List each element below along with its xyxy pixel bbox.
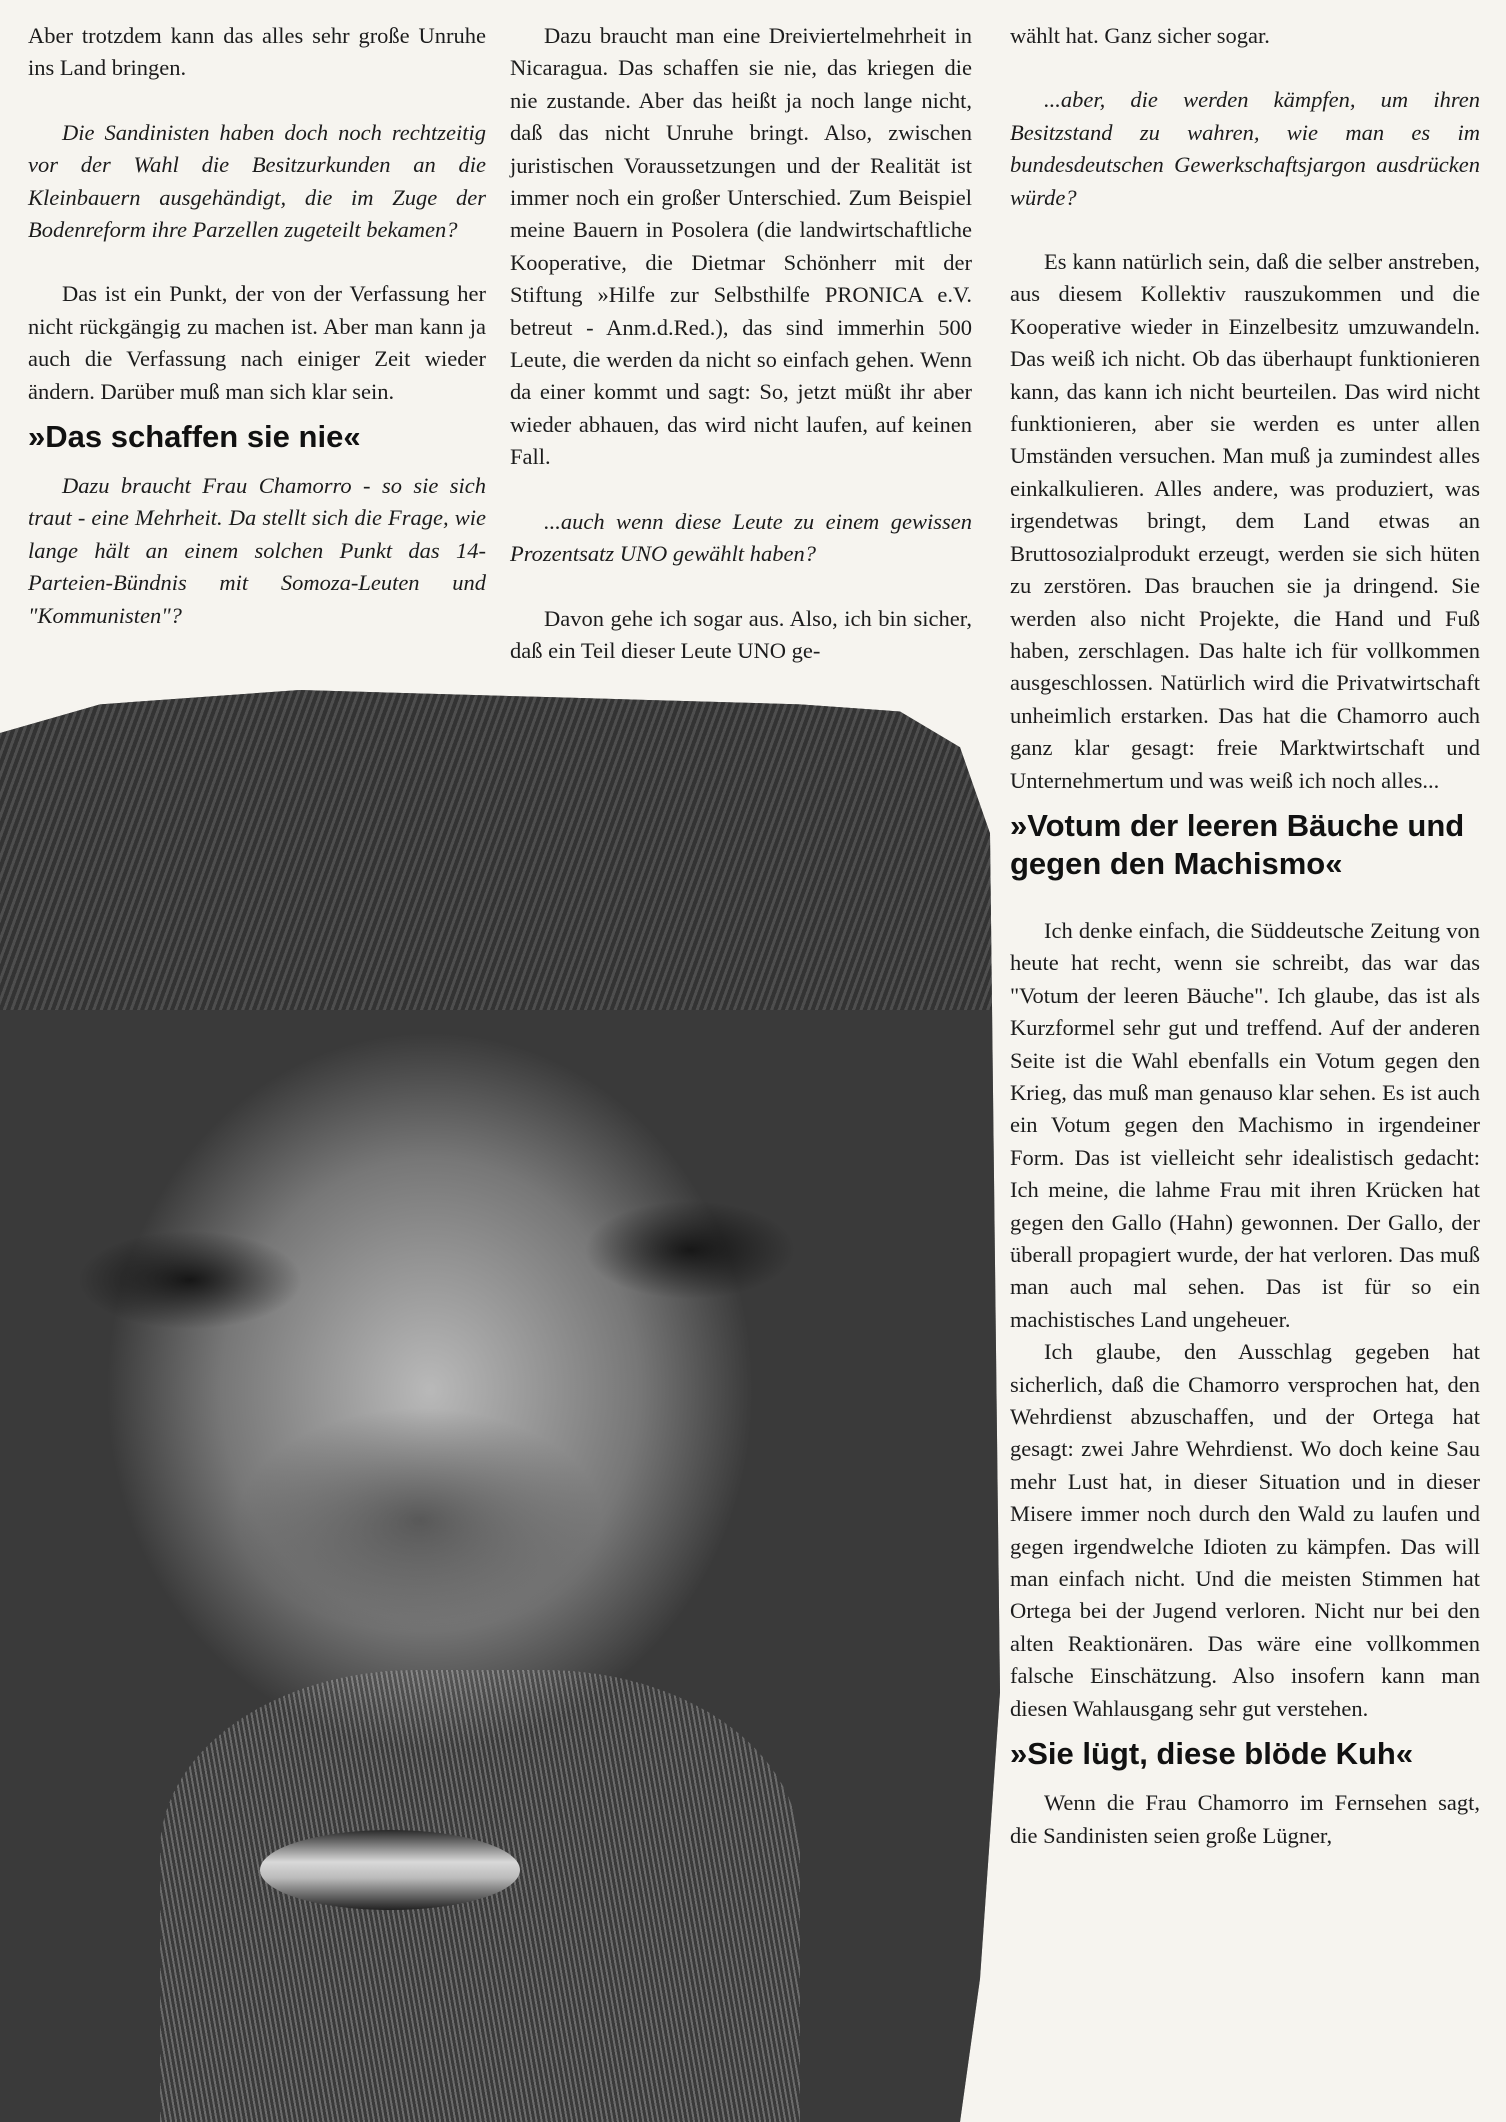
- middle-paragraph-2: Davon gehe ich sogar aus. Also, ich bin sicher, daß ein Teil dieser Leute UNO ge-: [510, 605, 972, 663]
- right-question-1: ...aber, die werden kämpfen, um ihren Besitzstand zu wahren, wie man es im bundesdeutschen Gewerkschaftsjargon ausdrücken würde?: [1010, 87, 1480, 210]
- left-question-1: Die Sandinisten haben doch noch rechtzeitig vor der Wahl die Besitzurkunden an die Kleinbauern ausgehändigt, die im Zuge der Bodenreform ihre Parzellen zugeteilt bekamen?: [28, 119, 486, 243]
- left-paragraph-1: Aber trotzdem kann das alles sehr große Unruhe ins Land bringen.: [28, 23, 486, 81]
- middle-column: [510, 20, 972, 667]
- right-paragraph-0: wählt hat. Ganz sicher sogar.: [1010, 23, 1270, 48]
- heading-sie-luegt: »Sie lügt, diese blöde Kuh«: [1010, 1736, 1414, 1772]
- right-paragraph-3: Ich glaube, den Ausschlag gegeben hat sicherlich, daß die Chamorro versprochen hat, den Wehrdienst abzuschaffen, und der Ortega hat gesagt: zwei Jahre Wehrdienst. Wo doch keine Sau mehr Lust hat, in dieser Situation und in dieser Misere immer noch durch den Wald zu laufen und gegen irgendwelche Idioten zu kämpfen. Das will man einfach nicht. Und die meisten Stimmen hat Ortega bei der Jugend verloren. Nicht nur bei den alten Reaktionären. Das wäre eine vollkommen falsche Einschätzung. Also insofern kann man diesen Wahlausgang sehr gut verstehen.: [1010, 1339, 1480, 1721]
- photo-hair-texture: [0, 690, 1000, 1010]
- middle-question-1: ...auch wenn diese Leute zu einem gewissen Prozentsatz UNO gewählt haben?: [510, 508, 972, 567]
- portrait-photo: [0, 690, 1000, 2122]
- right-column: [1010, 20, 1480, 1852]
- right-paragraph-2: Ich denke einfach, die Süddeutsche Zeitung von heute hat recht, wenn sie schreibt, das war das "Votum der leeren Bäuche". Ich glaube, das ist als Kurzformel sehr gut und treffend. Auf der anderen Seite ist die Wahl ebenfalls ein Votum gegen den Krieg, das muß man genauso klar sehen. Es ist auch ein Votum gegen den Machismo in irgendeiner Form. Das ist vielleicht sehr idealistisch gedacht: Ich meine, die lahme Frau mit ihren Krücken hat gegen den Gallo (Hahn) gewonnen. Der Gallo, der überall propagiert wurde, der hat verloren. Das muß man auch mal sehen. Das ist für so ein machistisches Land ungeheuer.: [1010, 917, 1480, 1332]
- middle-paragraph-1: Dazu braucht man eine Dreiviertelmehrheit in Nicaragua. Das schaffen sie nie, das kriegen die nie zustande. Aber das heißt ja noch lange nicht, daß das nicht Unruhe bringt. Also, zwischen juristischen Voraussetzungen und der Realität ist immer noch ein großer Unterschied. Zum Beispiel meine Bauern in Posolera (die landwirtschaftliche Kooperative, die Dietmar Schönherr mit der Stiftung »Hilfe zur Selbsthilfe PRONICA e.V. betreut - Anm.d.Red.), das sind immerhin 500 Leute, die werden da nicht so einfach gehen. Wenn da einer kommt und sagt: So, jetzt müßt ihr aber wieder abhauen, das wird nicht laufen, auf keinen Fall.: [510, 23, 972, 470]
- left-column: [28, 20, 486, 632]
- heading-votum: »Votum der leeren Bäuche und gegen den Machismo«: [1010, 807, 1465, 881]
- photo-mouth: [260, 1830, 520, 1910]
- left-paragraph-2: Das ist ein Punkt, der von der Verfassung her nicht rückgängig zu machen ist. Aber man kann ja auch die Verfassung nach einiger Zeit wieder ändern. Darüber muß man sich klar sein.: [28, 281, 486, 404]
- right-paragraph-1: Es kann natürlich sein, daß die selber anstreben, aus diesem Kollektiv rauszukommen und die Kooperative wieder in Einzelbesitz umzuwandeln. Das weiß ich nicht. Ob das überhaupt funktionieren kann, das kann ich nicht beurteilen. Das wird nicht funktionieren, aber sie werden es unter allen Umständen versuchen. Man muß ja zumindest alles einkalkulieren. Alles andere, was produziert, was irgendetwas bringt, dem Land etwas an Bruttosozialprodukt erzeugt, werden sie sich hüten zu zerstören. Das brauchen sie ja dringend. Sie werden also nicht Projekte, die Hand und Fuß haben, zerschlagen. Das halte ich für vollkommen ausgeschlossen. Natürlich wird die Privatwirtschaft unheimlich erstarken. Das hat die Chamorro auch ganz klar gesagt: freie Marktwirtschaft und Unternehmertum und was weiß ich noch alles...: [1010, 249, 1480, 793]
- heading-das-schaffen-sie-nie: »Das schaffen sie nie«: [28, 419, 361, 455]
- right-paragraph-4: Wenn die Frau Chamorro im Fernsehen sagt, die Sandinisten seien große Lügner,: [1010, 1790, 1480, 1848]
- left-question-2: Dazu braucht Frau Chamorro - so sie sich traut - eine Mehrheit. Da stellt sich die Frage, wie lange hält an einem solchen Punkt das 14-Parteien-Bündnis mit Somoza-Leuten und "Kommunisten"?: [28, 473, 486, 628]
